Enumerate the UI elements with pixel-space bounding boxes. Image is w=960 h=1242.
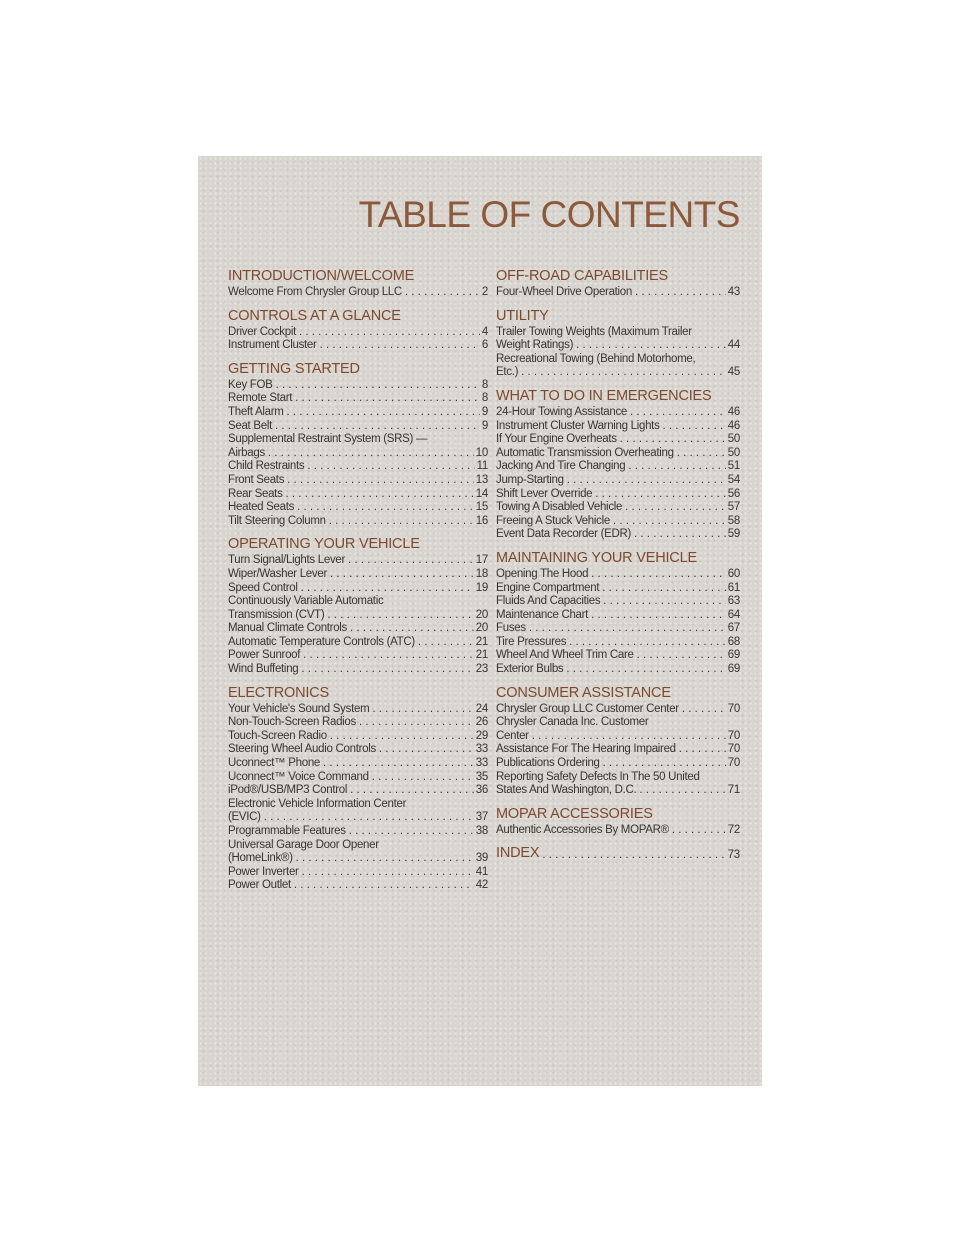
- toc-right-sections: [496, 268, 740, 837]
- page-title: TABLE OF CONTENTS: [358, 194, 740, 235]
- section-heading: INTRODUCTION/WELCOME: [228, 268, 415, 284]
- leader-dots: [356, 716, 474, 730]
- toc-entry[interactable]: [228, 743, 488, 757]
- entry-page-number: 54: [727, 473, 740, 486]
- toc-entry[interactable]: [228, 447, 488, 461]
- section-heading: MAINTAINING YOUR VEHICLE: [496, 549, 697, 566]
- entry-page-number: 50: [727, 433, 740, 446]
- entry-label: Programmable Features: [228, 825, 346, 837]
- toc-entry: [228, 798, 488, 812]
- leader-dots: [327, 730, 474, 744]
- leader-dots: [273, 379, 480, 393]
- entry-label: Exterior Bulbs: [496, 663, 564, 676]
- entry-page-number: 69: [727, 663, 740, 676]
- entry-page-number: 46: [727, 405, 740, 418]
- toc-entry[interactable]: [228, 771, 488, 785]
- toc-entry[interactable]: [228, 866, 488, 880]
- leader-dots: [669, 824, 726, 838]
- toc-entry[interactable]: [496, 474, 740, 488]
- toc-entry[interactable]: [228, 703, 488, 717]
- entry-label: Turn Signal/Lights Lever: [228, 554, 346, 567]
- entry-label: Instrument Cluster: [228, 339, 317, 352]
- entry-page-number: 17: [475, 554, 488, 567]
- toc-section-off-road-capabilities: [496, 268, 740, 300]
- leader-dots: [625, 460, 725, 474]
- leader-dots: [660, 420, 726, 434]
- leader-dots: [369, 703, 473, 717]
- entry-label: Jump-Starting: [496, 473, 564, 486]
- section-heading: CONSUMER ASSISTANCE: [496, 684, 671, 701]
- entry-label: Trailer Towing Weights (Maximum Trailer: [496, 325, 692, 338]
- leader-dots: [526, 622, 726, 636]
- leader-dots: [674, 447, 726, 461]
- entry-label: Rear Seats: [228, 487, 283, 500]
- toc-section-mopar-accessories: [496, 806, 740, 838]
- entry-label: Theft Alarm: [228, 405, 284, 418]
- toc-entry[interactable]: [496, 582, 740, 596]
- leader-dots: [284, 474, 474, 488]
- section-heading: GETTING STARTED: [228, 360, 360, 377]
- entry-label: Uconnect™ Voice Command: [228, 770, 369, 783]
- entry-page-number: 59: [727, 528, 740, 541]
- toc-entry[interactable]: [228, 379, 488, 393]
- toc-entry[interactable]: [496, 743, 740, 757]
- entry-label: If Your Engine Overheats: [496, 433, 617, 446]
- toc-entry[interactable]: [228, 730, 488, 744]
- entry-label: Tire Pressures: [496, 635, 567, 648]
- leader-dots: [293, 852, 474, 866]
- entry-page-number: 16: [475, 514, 488, 527]
- toc-section-operating-your-vehicle: [228, 536, 488, 676]
- entry-label: Electronic Vehicle Information Center: [228, 797, 407, 810]
- entry-page-number: 57: [727, 501, 740, 514]
- toc-entry: [496, 326, 740, 340]
- entry-label: Wiper/Washer Lever: [228, 567, 327, 580]
- entry-page-number: 42: [475, 879, 488, 892]
- entry-label: Driver Cockpit: [228, 325, 297, 338]
- entry-label: Chrysler Canada Inc. Customer: [496, 716, 649, 729]
- entry-label: Manual Climate Controls: [228, 622, 348, 635]
- section-heading: UTILITY: [496, 307, 549, 324]
- toc-entry[interactable]: [228, 286, 488, 300]
- leader-dots: [283, 488, 474, 502]
- leader-dots: [518, 366, 726, 380]
- toc-entry[interactable]: [228, 326, 488, 340]
- entry-label: Airbags: [228, 446, 265, 459]
- toc-entry: [496, 716, 740, 730]
- entry-page-number: 64: [727, 608, 740, 621]
- leader-dots: [346, 825, 474, 839]
- entry-page-number: 39: [475, 852, 488, 865]
- entry-label: iPod®/USB/MP3 Control: [228, 784, 348, 797]
- leader-dots: [679, 703, 726, 717]
- entry-label: Automatic Transmission Overheating: [496, 446, 674, 459]
- toc-entry[interactable]: [228, 663, 488, 677]
- entry-page-number: 56: [727, 487, 740, 500]
- toc-entry[interactable]: [228, 515, 488, 529]
- toc-entry[interactable]: [496, 460, 740, 474]
- toc-entry[interactable]: [496, 649, 740, 663]
- leader-dots: [324, 609, 473, 623]
- entry-page-number: 46: [727, 419, 740, 432]
- entry-label: Power Sunroof: [228, 649, 301, 662]
- entry-label: Shift Lever Override: [496, 487, 593, 500]
- toc-entry[interactable]: [228, 474, 488, 488]
- leader-dots: [600, 595, 726, 609]
- section-heading: OPERATING YOUR VEHICLE: [228, 536, 420, 553]
- entry-page-number: 67: [727, 622, 740, 635]
- toc-entry[interactable]: [496, 757, 740, 771]
- leader-dots: [376, 743, 474, 757]
- entry-label: Non-Touch-Screen Radios: [228, 716, 356, 729]
- entry-page-number: 70: [727, 702, 740, 715]
- leader-dots: [402, 286, 480, 300]
- leader-dots: [627, 406, 726, 420]
- entry-label: Heated Seats: [228, 501, 295, 514]
- entry-page-number: 37: [475, 811, 488, 824]
- leader-dots: [631, 528, 726, 542]
- leader-dots: [298, 663, 473, 677]
- leader-dots: [588, 568, 726, 582]
- leader-dots: [345, 554, 474, 568]
- toc-entry[interactable]: [496, 528, 740, 542]
- entry-label: Front Seats: [228, 473, 285, 486]
- leader-dots: [592, 488, 726, 502]
- section-heading: OFF-ROAD CAPABILITIES: [496, 268, 668, 284]
- toc-entry[interactable]: [228, 825, 488, 839]
- entry-label: Key FOB: [228, 378, 273, 391]
- leader-dots: [617, 433, 726, 447]
- entry-label: Weight Ratings): [496, 339, 574, 352]
- entry-page-number: 71: [727, 784, 740, 797]
- leader-dots: [347, 784, 474, 798]
- toc-entry[interactable]: [496, 784, 740, 798]
- toc-entry[interactable]: [496, 663, 740, 677]
- leader-dots: [529, 730, 726, 744]
- entry-page-number: 70: [727, 743, 740, 756]
- entry-page-number: 4: [481, 325, 488, 338]
- entry-label: Wheel And Wheel Trim Care: [496, 649, 634, 662]
- entry-page-number: 20: [475, 622, 488, 635]
- entry-label: Publications Ordering: [496, 757, 600, 770]
- entry-page-number: 72: [727, 823, 740, 836]
- toc-entry[interactable]: [228, 636, 488, 650]
- entry-label: Fluids And Capacities: [496, 595, 601, 608]
- entry-page-number: 60: [727, 567, 740, 580]
- leader-dots: [317, 339, 480, 353]
- entry-page-number: 24: [475, 702, 488, 715]
- toc-entry[interactable]: [496, 366, 740, 380]
- entry-page-number: 19: [475, 581, 488, 594]
- toc-section-what-to-do-in-emergencies: [496, 388, 740, 542]
- entry-label: Event Data Recorder (EDR): [496, 528, 632, 541]
- toc-entry[interactable]: [228, 501, 488, 515]
- entry-page-number: 68: [727, 635, 740, 648]
- entry-label: Universal Garage Door Opener: [228, 838, 379, 851]
- toc-entry[interactable]: [228, 582, 488, 596]
- leader-dots: [622, 501, 726, 515]
- toc-section-getting-started: [228, 361, 488, 529]
- toc-entry[interactable]: [496, 595, 740, 609]
- entry-label: Towing A Disabled Vehicle: [496, 501, 623, 514]
- toc-left-column: [228, 268, 488, 901]
- entry-label: Child Restraints: [228, 460, 305, 473]
- entry-page-number: 21: [475, 649, 488, 662]
- toc-entry[interactable]: [228, 879, 488, 893]
- toc-entry[interactable]: [228, 757, 488, 771]
- entry-label: Etc.): [496, 366, 519, 379]
- entry-page-number: 11: [476, 460, 488, 473]
- index-label: INDEX: [496, 845, 540, 862]
- toc-entry: [496, 771, 740, 785]
- entry-label: Welcome From Chrysler Group LLC: [228, 286, 402, 298]
- entry-page-number: 43: [727, 286, 740, 298]
- toc-entry[interactable]: [228, 622, 488, 636]
- toc-entry[interactable]: [496, 447, 740, 461]
- leader-dots: [327, 568, 474, 582]
- entry-page-number: 6: [481, 339, 488, 352]
- entry-page-number: 20: [475, 608, 488, 621]
- toc-entry[interactable]: [496, 420, 740, 434]
- entry-label: Tilt Steering Column: [228, 514, 326, 527]
- entry-label: Center: [496, 729, 529, 742]
- toc-entry[interactable]: [228, 784, 488, 798]
- leader-dots: [539, 849, 725, 861]
- entry-page-number: 70: [727, 757, 740, 770]
- entry-page-number: 69: [727, 649, 740, 662]
- entry-page-number: 33: [475, 743, 488, 756]
- toc-entry[interactable]: [228, 716, 488, 730]
- entry-label: Chrysler Group LLC Customer Center: [496, 702, 679, 715]
- leader-dots: [588, 609, 726, 623]
- toc-entry[interactable]: [228, 460, 488, 474]
- entry-label: (EVIC): [228, 811, 261, 824]
- entry-label: Continuously Variable Automatic: [228, 595, 384, 608]
- leader-dots: [599, 582, 726, 596]
- entry-page-number: 9: [481, 419, 488, 432]
- entry-label: Reporting Safety Defects In The 50 United: [496, 770, 700, 783]
- leader-dots: [265, 447, 474, 461]
- entry-label: Opening The Hood: [496, 567, 589, 580]
- entry-label: Remote Start: [228, 392, 293, 405]
- entry-page-number: 70: [727, 729, 740, 742]
- toc-entry[interactable]: [228, 339, 488, 353]
- entry-page-number: 41: [475, 865, 488, 878]
- leader-dots: [296, 326, 480, 340]
- index-heading[interactable]: [496, 845, 740, 861]
- leader-dots: [636, 784, 725, 798]
- leader-dots: [320, 757, 474, 771]
- leader-dots: [634, 649, 726, 663]
- entry-label: (HomeLink®): [228, 852, 293, 865]
- entry-page-number: 29: [475, 729, 488, 742]
- leader-dots: [347, 622, 474, 636]
- entry-label: Transmission (CVT): [228, 608, 325, 621]
- leader-dots: [566, 636, 726, 650]
- entry-label: Steering Wheel Audio Controls: [228, 743, 376, 756]
- entry-page-number: 45: [727, 366, 740, 379]
- toc-entry[interactable]: [496, 622, 740, 636]
- entry-label: Jacking And Tire Changing: [496, 460, 626, 473]
- entry-label: Seat Belt: [228, 419, 272, 432]
- leader-dots: [326, 515, 474, 529]
- entry-page-number: 58: [727, 514, 740, 527]
- entry-label: Freeing A Stuck Vehicle: [496, 514, 610, 527]
- leader-dots: [563, 663, 725, 677]
- toc-entry[interactable]: [496, 568, 740, 582]
- toc-entry[interactable]: [228, 609, 488, 623]
- leader-dots: [600, 757, 726, 771]
- leader-dots: [632, 286, 726, 300]
- toc-section-introduction-welcome: [228, 268, 488, 300]
- toc-entry[interactable]: [496, 339, 740, 353]
- toc-entry[interactable]: [228, 554, 488, 568]
- entry-label: Four-Wheel Drive Operation: [496, 286, 633, 298]
- entry-page-number: 36: [475, 784, 488, 797]
- entry-label: Instrument Cluster Warning Lights: [496, 419, 660, 432]
- toc-section-electronics: [228, 685, 488, 893]
- toc-entry[interactable]: [228, 420, 488, 434]
- toc-entry[interactable]: [496, 501, 740, 515]
- section-heading: ELECTRONICS: [228, 684, 329, 701]
- entry-label: Power Inverter: [228, 865, 299, 878]
- entry-page-number: 51: [727, 460, 740, 473]
- section-heading: CONTROLS AT A GLANCE: [228, 307, 401, 324]
- leader-dots: [415, 636, 474, 650]
- toc-entry[interactable]: [228, 488, 488, 502]
- toc-entry: [228, 433, 488, 447]
- entry-page-number: 8: [481, 392, 488, 405]
- entry-page-number: 26: [475, 716, 488, 729]
- leader-dots: [300, 649, 474, 663]
- leader-dots: [304, 460, 474, 474]
- entry-page-number: 61: [727, 581, 740, 594]
- entry-label: Assistance For The Hearing Impaired: [496, 743, 676, 756]
- leader-dots: [272, 420, 480, 434]
- entry-label: Recreational Towing (Behind Motorhome,: [496, 352, 696, 365]
- entry-page-number: 63: [727, 595, 740, 608]
- toc-entry[interactable]: [496, 433, 740, 447]
- toc-entry[interactable]: [228, 811, 488, 825]
- entry-label: Supplemental Restraint System (SRS) —: [228, 433, 428, 446]
- entry-label: Maintenance Chart: [496, 608, 589, 621]
- entry-page-number: 50: [727, 446, 740, 459]
- entry-page-number: 15: [475, 501, 488, 514]
- entry-label: Authentic Accessories By MOPAR®: [496, 823, 669, 836]
- entry-page-number: 13: [475, 473, 488, 486]
- leader-dots: [299, 866, 474, 880]
- toc-section-controls-at-a-glance: [228, 308, 488, 353]
- toc-page: [198, 156, 762, 1086]
- entry-label: Your Vehicle's Sound System: [228, 702, 370, 715]
- toc-section-consumer-assistance: [496, 685, 740, 798]
- leader-dots: [294, 501, 474, 515]
- entry-page-number: 23: [475, 663, 488, 676]
- toc-entry[interactable]: [228, 568, 488, 582]
- entry-page-number: 14: [475, 487, 488, 500]
- entry-page-number: 8: [481, 378, 488, 391]
- leader-dots: [676, 743, 726, 757]
- leader-dots: [564, 474, 726, 488]
- toc-index-section: [496, 845, 740, 861]
- entry-page-number: 38: [475, 825, 488, 837]
- toc-entry[interactable]: [496, 703, 740, 717]
- entry-page-number: 18: [475, 567, 488, 580]
- toc-entry[interactable]: [496, 515, 740, 529]
- entry-label: States And Washington, D.C.: [496, 784, 637, 797]
- section-heading: WHAT TO DO IN EMERGENCIES: [496, 387, 712, 404]
- entry-page-number: 33: [475, 757, 488, 770]
- toc-entry[interactable]: [496, 488, 740, 502]
- leader-dots: [610, 515, 726, 529]
- toc-entry[interactable]: [496, 406, 740, 420]
- entry-label: Uconnect™ Phone: [228, 757, 321, 770]
- toc-entry[interactable]: [496, 636, 740, 650]
- entry-label: Fuses: [496, 622, 526, 635]
- toc-entry[interactable]: [496, 609, 740, 623]
- leader-dots: [291, 879, 474, 893]
- toc-entry[interactable]: [496, 824, 740, 838]
- toc-entry[interactable]: [228, 392, 488, 406]
- entry-label: Wind Buffeting: [228, 663, 299, 676]
- entry-label: Automatic Temperature Controls (ATC): [228, 635, 415, 648]
- section-heading: MOPAR ACCESSORIES: [496, 805, 653, 822]
- toc-entry[interactable]: [228, 406, 488, 420]
- entry-label: Power Outlet: [228, 879, 291, 892]
- entry-page-number: 35: [475, 770, 488, 783]
- entry-page-number: 10: [475, 446, 488, 459]
- entry-label: Engine Compartment: [496, 581, 600, 594]
- toc-entry: [228, 595, 488, 609]
- toc-entry[interactable]: [228, 852, 488, 866]
- toc-entry: [228, 839, 488, 853]
- toc-entry[interactable]: [496, 730, 740, 744]
- toc-section-maintaining-your-vehicle: [496, 550, 740, 677]
- leader-dots: [573, 339, 726, 353]
- leader-dots: [292, 392, 480, 406]
- toc-right-column: [496, 268, 740, 869]
- leader-dots: [369, 771, 474, 785]
- entry-label: Touch-Screen Radio: [228, 729, 327, 742]
- leader-dots: [298, 582, 474, 596]
- entry-label: Speed Control: [228, 581, 298, 594]
- entry-page-number: 2: [481, 286, 488, 298]
- leader-dots: [284, 406, 480, 420]
- entry-label: 24-Hour Towing Assistance: [496, 405, 628, 418]
- toc-section-utility: [496, 308, 740, 380]
- toc-entry[interactable]: [496, 286, 740, 300]
- entry-page-number: 9: [481, 405, 488, 418]
- entry-page-number: 21: [475, 635, 488, 648]
- toc-entry[interactable]: [228, 649, 488, 663]
- toc-entry: [496, 353, 740, 367]
- leader-dots: [261, 811, 474, 825]
- entry-page-number: 44: [727, 339, 740, 352]
- index-page-number: 73: [727, 849, 740, 862]
